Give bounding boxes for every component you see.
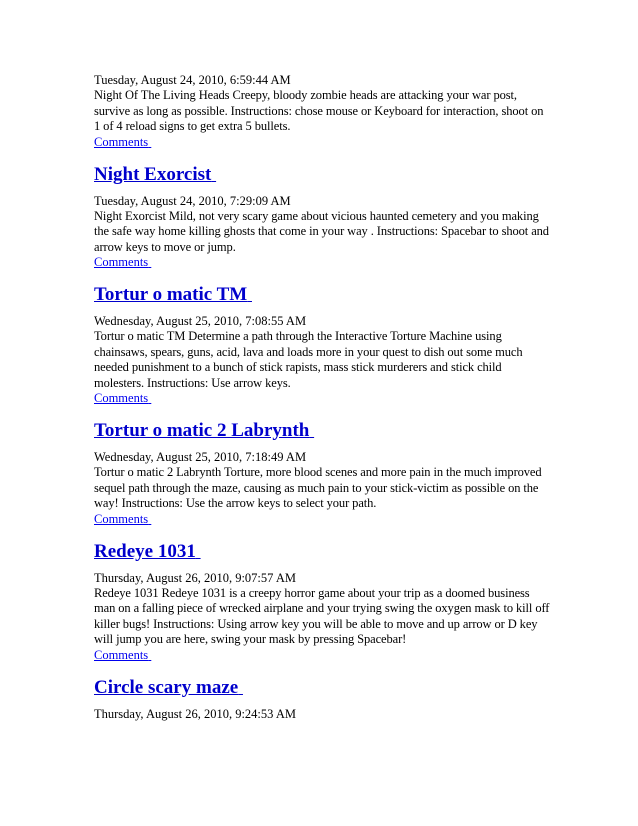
post-title-link[interactable]: Tortur o matic TM [94,284,248,305]
post-redeye-1031 [94,541,550,663]
post-date: Tuesday, August 24, 2010, 7:29:09 AM [94,193,291,208]
post-tortur-o-matic-tm [94,284,550,406]
comments-link[interactable]: Comments [94,647,149,662]
post-body: Tortur o matic 2 Labrynth Torture, more blood scenes and more pain in the much improved sequel path through the maze, causing as much pain to your stick-victim as possible on the way! Instructions: Use the arrow keys to select your path. [94,465,542,510]
post-date: Thursday, August 26, 2010, 9:07:57 AM [94,570,296,585]
post-date: Wednesday, August 25, 2010, 7:18:49 AM [94,450,307,464]
post-date: Thursday, August 26, 2010, 9:24:53 AM [94,706,296,721]
comments-link[interactable]: Comments [94,391,149,405]
post-night-exorcist [94,164,550,271]
post-circle-scary-maze [94,677,550,722]
comments-link[interactable]: Comments [94,134,149,149]
post-title-link[interactable]: Redeye 1031 [94,540,196,562]
post-date: Wednesday, August 25, 2010, 7:08:55 AM [94,314,307,328]
post-title-link[interactable]: Circle scary maze [94,676,239,698]
post-tortur-o-matic-2-labrynth [94,420,550,527]
post-body: Night Of The Living Heads Creepy, bloody zombie heads are attacking your war post, survive as long as possible. Instructions: chose mouse or Keyboard for interaction, shoot on 1 of 4 reload signs to get extra 5 bullets. [94,88,544,133]
post-body: Tortur o matic TM Determine a path through the Interactive Torture Machine using chainsaws, spears, guns, acid, lava and loads more in your quest to dish out some much needed punishment to a bunch of stick rapists, mass stick murderers and stick child molesters. Instructions: Use arrow keys. [94,329,523,390]
blog-page [94,73,550,722]
comments-link[interactable]: Comments [94,255,149,269]
post-body: Redeye 1031 Redeye 1031 is a creepy horror game about your trip as a doomed business man on a falling piece of wrecked airplane and your trying swing the oxygen mask to kill off killer bugs! Instructions: Using arrow key you will be able to move and up arrow or D key will jump you are here, swing your mask by pressing Spacebar! [94,585,550,646]
post-date: Tuesday, August 24, 2010, 6:59:44 AM [94,73,291,87]
post-title-link[interactable]: Tortur o matic 2 Labrynth [94,420,310,441]
post-title-link[interactable]: Night Exorcist [94,163,212,185]
post-body: Night Exorcist Mild, not very scary game about vicious haunted cemetery and you making the safe way home killing ghosts that come in your way . Instructions: Spacebar to shoot and arrow keys to move or jump. [94,208,549,254]
comments-link[interactable]: Comments [94,511,149,526]
post-night-of-the-living-heads [94,73,550,150]
